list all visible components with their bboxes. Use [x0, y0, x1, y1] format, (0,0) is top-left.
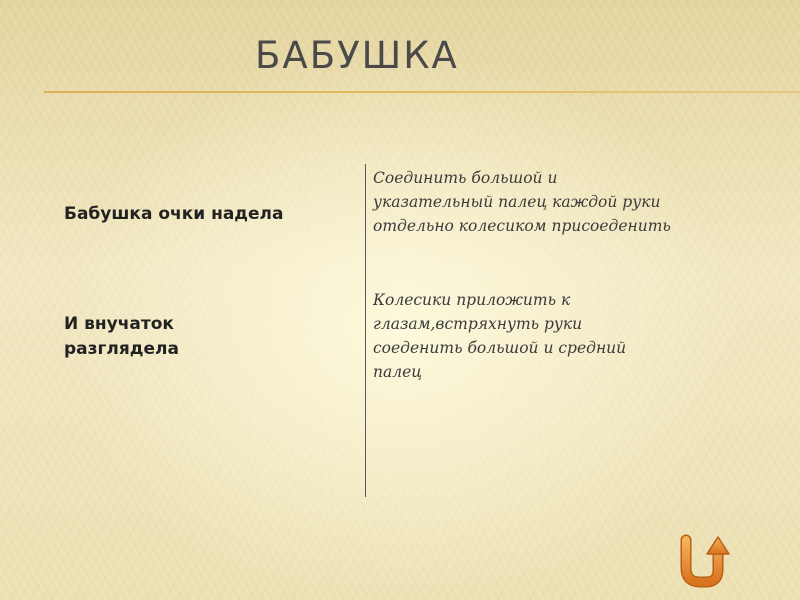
row-label-2: И внучаток разглядела — [64, 314, 179, 359]
column-divider — [365, 164, 366, 497]
row-label-1: Бабушка очки надела — [64, 204, 284, 224]
row-instruction-2: Колесики приложить к глазам,встряхнуть руки соеденить большой и средний палец — [373, 291, 627, 381]
title-underline — [44, 91, 800, 93]
return-button[interactable] — [676, 532, 732, 588]
slide-title: БАБУШКА — [255, 34, 459, 77]
row-instruction-1: Соединить большой и указательный палец каждой руки отдельно колесиком присоеденить — [373, 169, 671, 235]
u-turn-return-arrow-icon — [676, 532, 732, 588]
